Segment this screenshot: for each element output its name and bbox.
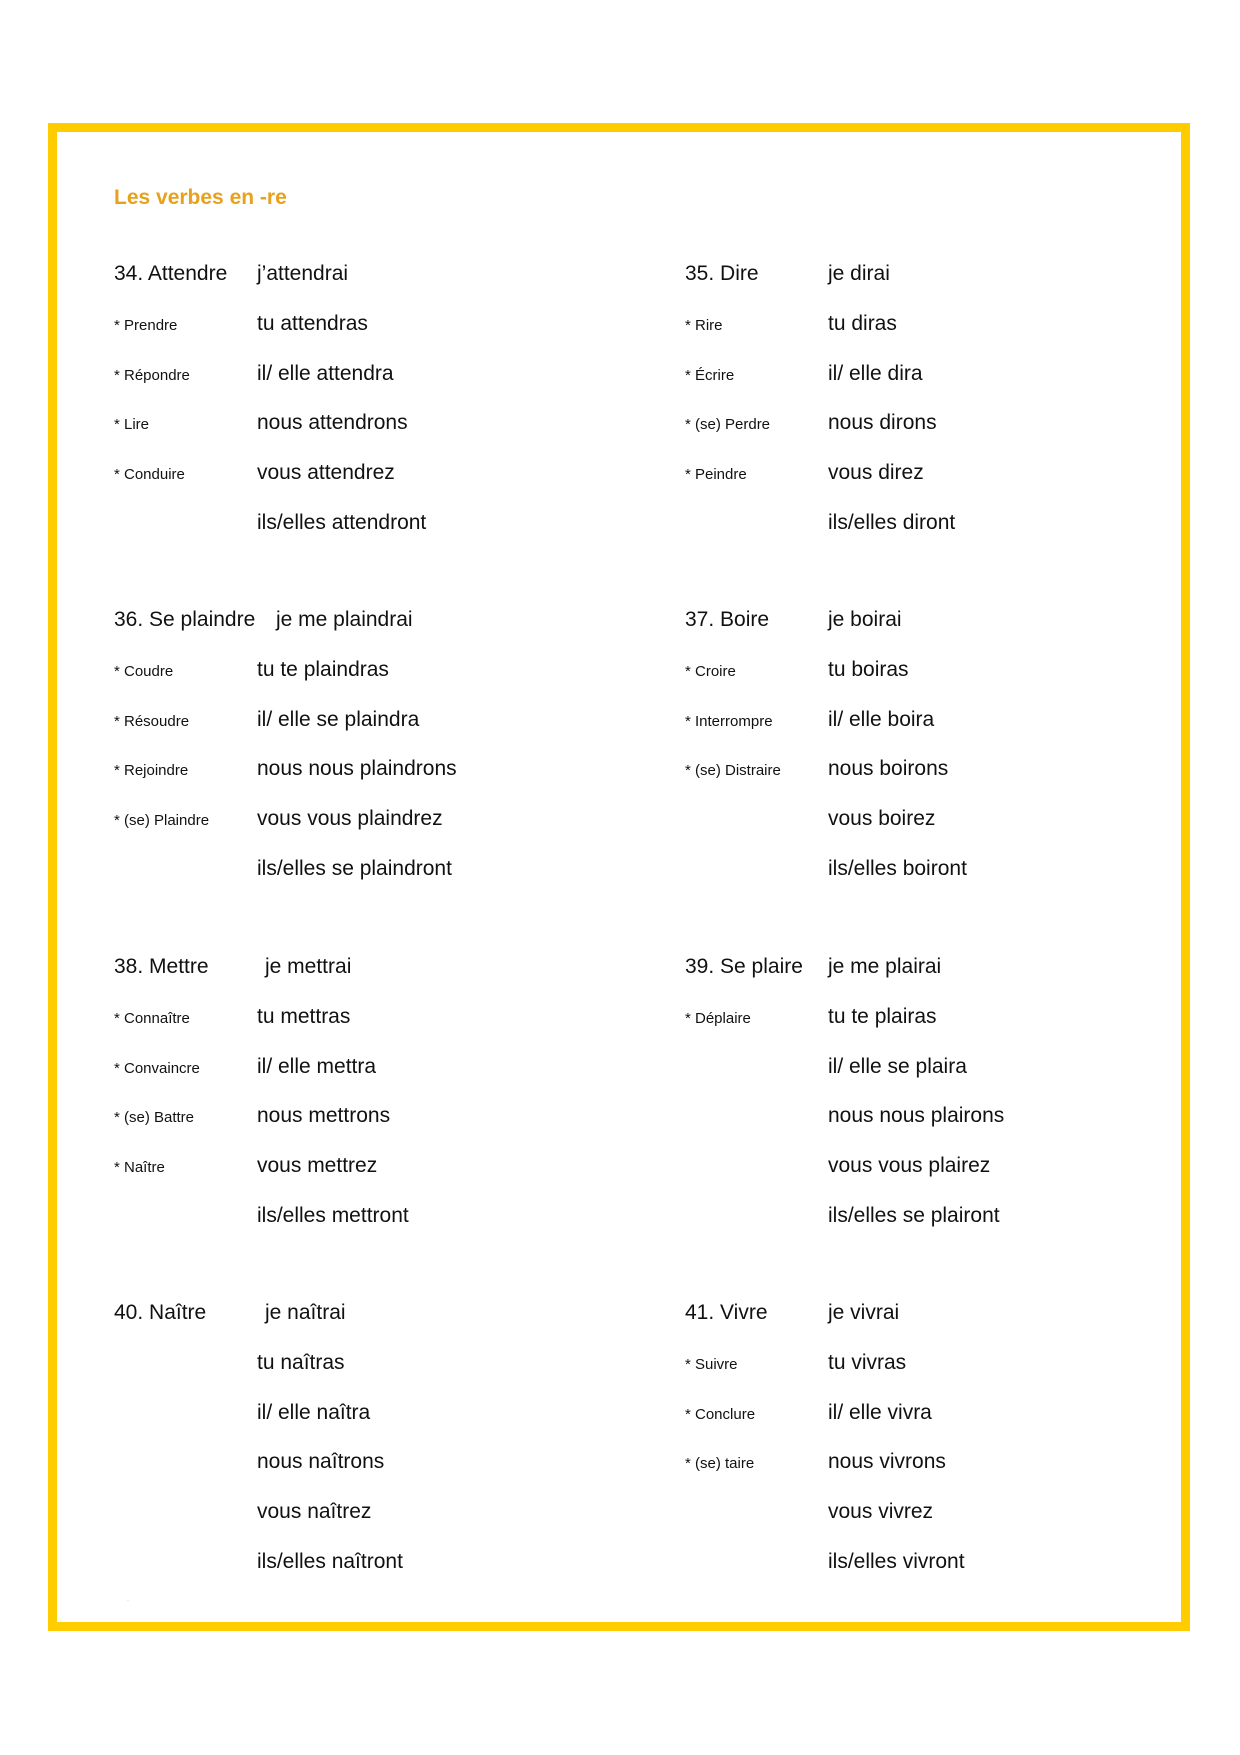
conjugation-form: nous vivrons — [828, 1450, 946, 1474]
conjugation-form: nous nous plairons — [828, 1104, 1005, 1128]
conjugation-form: vous attendrez — [257, 461, 395, 485]
verb-heading: 34. Attendre — [114, 262, 228, 285]
conjugation-form: tu mettras — [257, 1004, 351, 1028]
conjugation-form: ils/elles mettront — [257, 1204, 409, 1227]
conjugation-form: je vivrai — [828, 1301, 900, 1324]
conjugation-form: je me plairai — [828, 955, 942, 978]
related-verb: * Écrire — [685, 366, 735, 384]
conjugation-form: il/ elle vivra — [828, 1400, 932, 1424]
verb-heading: 38. Mettre — [114, 955, 209, 978]
related-verb: * Peindre — [685, 466, 747, 484]
related-verb: * Conduire — [114, 466, 185, 484]
related-verb: * Rire — [685, 316, 723, 334]
related-verb: * Interrompre — [685, 712, 773, 730]
conjugation-form: nous attendrons — [257, 411, 408, 435]
conjugation-form: ils/elles se plaindront — [257, 857, 452, 880]
related-verb: * (se) Distraire — [685, 762, 781, 780]
related-verb: * Déplaire — [685, 1009, 751, 1027]
conjugation-form: ils/elles naîtront — [257, 1550, 403, 1573]
conjugation-form: je dirai — [828, 262, 890, 285]
conjugation-form: vous direz — [828, 461, 924, 485]
verb-heading: 40. Naître — [114, 1301, 207, 1324]
conjugation-form: tu boiras — [828, 657, 909, 681]
related-verb: * (se) taire — [685, 1455, 755, 1473]
conjugation-form: j’attendrai — [257, 262, 349, 285]
related-verb: * Répondre — [114, 366, 190, 384]
conjugation-form: vous vous plairez — [828, 1154, 991, 1178]
conjugation-form: ils/elles se plairont — [828, 1204, 1000, 1227]
page-title: Les verbes en -re — [114, 186, 287, 209]
related-verb: * Coudre — [114, 662, 174, 680]
conjugation-form: ils/elles diront — [828, 511, 956, 534]
conjugation-form: vous vous plaindrez — [257, 807, 443, 831]
conjugation-form: nous dirons — [828, 411, 937, 435]
verb-heading: 41. Vivre — [685, 1301, 768, 1324]
conjugation-form: il/ elle dira — [828, 361, 923, 385]
related-verb: * Rejoindre — [114, 762, 189, 780]
conjugation-form: vous naîtrez — [257, 1500, 372, 1524]
conjugation-form: nous nous plaindrons — [257, 757, 457, 781]
related-verb: * Suivre — [685, 1355, 738, 1373]
related-verb: * Résoudre — [114, 712, 190, 730]
conjugation-form: il/ elle se plaindra — [257, 707, 420, 731]
conjugation-form: je mettrai — [265, 955, 352, 978]
related-verb: * Conclure — [685, 1405, 756, 1423]
conjugation-form: ils/elles boiront — [828, 857, 967, 880]
conjugation-form: il/ elle attendra — [257, 361, 394, 385]
related-verb: * (se) Battre — [114, 1109, 195, 1127]
conjugation-form: vous mettrez — [257, 1154, 378, 1178]
verb-heading: 37. Boire — [685, 608, 770, 631]
related-verb: * Prendre — [114, 316, 178, 334]
conjugation-form: tu te plairas — [828, 1004, 937, 1028]
conjugation-form: je naîtrai — [265, 1301, 346, 1324]
related-verb: * Lire — [114, 416, 150, 434]
conjugation-form: il/ elle naîtra — [257, 1400, 371, 1424]
conjugation-form: nous boirons — [828, 757, 949, 781]
conjugation-form: vous vivrez — [828, 1500, 934, 1524]
footer-mark: · — [127, 1598, 129, 1604]
conjugation-form: tu attendras — [257, 311, 368, 335]
related-verb: * Convaincre — [114, 1059, 200, 1077]
conjugation-form: tu naîtras — [257, 1350, 345, 1374]
related-verb: * Croire — [685, 662, 736, 680]
conjugation-form: tu vivras — [828, 1350, 907, 1374]
conjugation-form: tu te plaindras — [257, 657, 389, 681]
verb-heading: 36. Se plaindre — [114, 608, 256, 631]
verb-heading: 35. Dire — [685, 262, 759, 285]
conjugation-form: ils/elles vivront — [828, 1550, 965, 1573]
conjugation-form: je me plaindrai — [276, 608, 413, 631]
conjugation-form: nous naîtrons — [257, 1450, 385, 1474]
related-verb: * Connaître — [114, 1009, 190, 1027]
conjugation-form: nous mettrons — [257, 1104, 391, 1128]
conjugation-form: tu diras — [828, 311, 897, 335]
conjugation-form: il/ elle boira — [828, 707, 935, 731]
related-verb: * (se) Plaindre — [114, 812, 210, 830]
conjugation-form: ils/elles attendront — [257, 511, 427, 534]
verb-heading: 39. Se plaire — [685, 955, 803, 978]
conjugation-form: il/ elle mettra — [257, 1054, 377, 1078]
related-verb: * Naître — [114, 1159, 165, 1177]
related-verb: * (se) Perdre — [685, 416, 771, 434]
conjugation-form: je boirai — [828, 608, 902, 631]
conjugation-form: il/ elle se plaira — [828, 1054, 967, 1078]
conjugation-form: vous boirez — [828, 807, 936, 831]
page-border-frame — [48, 123, 1190, 1631]
